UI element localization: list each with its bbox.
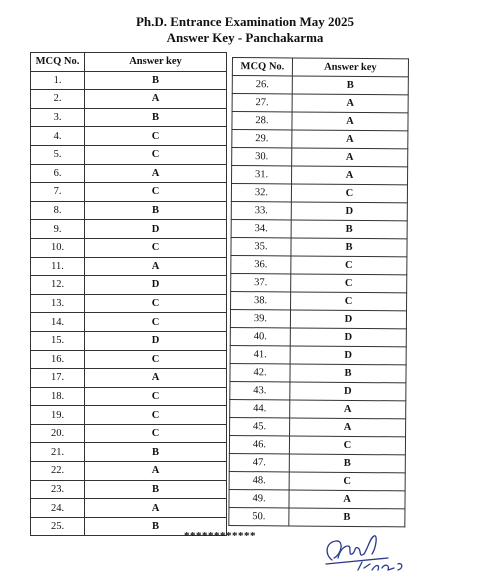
answer-cell: A bbox=[292, 148, 408, 167]
answer-cell: D bbox=[290, 310, 406, 329]
answer-cell: B bbox=[85, 517, 227, 536]
mcq-number: 45. bbox=[230, 417, 290, 435]
answer-cell: B bbox=[291, 238, 407, 257]
mcq-number: 50. bbox=[229, 507, 289, 525]
mcq-number: 3. bbox=[31, 108, 85, 127]
mcq-number: 11. bbox=[31, 257, 85, 276]
table-row bbox=[31, 313, 227, 332]
mcq-number: 33. bbox=[231, 201, 291, 219]
table-row bbox=[232, 148, 408, 167]
mcq-number: 12. bbox=[31, 276, 85, 295]
table-row bbox=[31, 462, 227, 481]
table-row bbox=[232, 76, 408, 95]
table-row bbox=[231, 273, 407, 292]
answer-cell: D bbox=[290, 382, 406, 401]
table-row bbox=[230, 363, 406, 382]
table-row bbox=[31, 257, 227, 276]
table-row bbox=[232, 112, 408, 131]
mcq-number: 47. bbox=[229, 453, 289, 471]
mcq-number: 9. bbox=[31, 220, 85, 239]
mcq-number: 2. bbox=[31, 90, 85, 109]
answer-cell: B bbox=[290, 364, 406, 383]
answer-cell: A bbox=[85, 369, 227, 388]
answer-cell: B bbox=[289, 454, 405, 473]
answer-key-rows-right bbox=[229, 76, 409, 527]
answer-cell: D bbox=[85, 220, 227, 239]
answer-cell: D bbox=[291, 202, 407, 221]
answer-cell: C bbox=[291, 256, 407, 275]
column-header-answer-key: Answer key bbox=[85, 53, 227, 72]
column-header-answer-key: Answer key bbox=[292, 58, 408, 77]
mcq-number: 48. bbox=[229, 471, 289, 489]
answer-cell: B bbox=[85, 201, 227, 220]
table-row bbox=[232, 166, 408, 185]
mcq-number: 14. bbox=[31, 313, 85, 332]
mcq-number: 31. bbox=[232, 166, 292, 184]
table-row bbox=[31, 127, 227, 146]
column-header-mcq-no: MCQ No. bbox=[31, 53, 85, 72]
table-row bbox=[31, 331, 227, 350]
answer-cell: A bbox=[292, 94, 408, 113]
answer-cell: C bbox=[85, 313, 227, 332]
mcq-number: 15. bbox=[31, 331, 85, 350]
mcq-number: 22. bbox=[31, 462, 85, 481]
answer-key-table-left bbox=[30, 52, 227, 536]
mcq-number: 5. bbox=[31, 145, 85, 164]
answer-cell: C bbox=[85, 238, 227, 257]
handwritten-signature bbox=[318, 524, 418, 574]
mcq-number: 36. bbox=[231, 255, 291, 273]
table-row bbox=[232, 130, 408, 149]
table-row bbox=[229, 435, 405, 454]
answer-cell: A bbox=[85, 164, 227, 183]
answer-cell: A bbox=[292, 130, 408, 149]
mcq-number: 32. bbox=[231, 184, 291, 202]
table-row bbox=[31, 350, 227, 369]
mcq-number: 38. bbox=[231, 291, 291, 309]
answer-cell: B bbox=[85, 480, 227, 499]
table-header-row bbox=[31, 53, 227, 72]
answer-cell: C bbox=[289, 472, 405, 491]
mcq-number: 4. bbox=[31, 127, 85, 146]
table-row bbox=[31, 443, 227, 462]
table-row bbox=[31, 71, 227, 90]
answer-cell: C bbox=[85, 424, 227, 443]
table-row bbox=[231, 237, 407, 256]
table-row bbox=[230, 399, 406, 418]
table-row bbox=[230, 345, 406, 364]
answer-cell: C bbox=[85, 406, 227, 425]
table-row bbox=[229, 489, 405, 508]
mcq-number: 21. bbox=[31, 443, 85, 462]
answer-cell: A bbox=[290, 400, 406, 419]
table-row bbox=[31, 238, 227, 257]
answer-cell: A bbox=[289, 490, 405, 509]
mcq-number: 29. bbox=[232, 130, 292, 148]
table-row bbox=[31, 276, 227, 295]
mcq-number: 37. bbox=[231, 273, 291, 291]
answer-cell: C bbox=[289, 436, 405, 455]
table-row bbox=[231, 219, 407, 238]
mcq-number: 39. bbox=[230, 309, 290, 327]
mcq-number: 25. bbox=[31, 517, 85, 536]
mcq-number: 13. bbox=[31, 294, 85, 313]
table-row bbox=[230, 417, 406, 436]
answer-cell: C bbox=[291, 274, 407, 293]
mcq-number: 49. bbox=[229, 489, 289, 507]
answer-cell: D bbox=[85, 331, 227, 350]
table-row bbox=[31, 220, 227, 239]
answer-cell: A bbox=[292, 112, 408, 131]
answer-cell: C bbox=[85, 145, 227, 164]
column-header-mcq-no: MCQ No. bbox=[232, 58, 292, 76]
answer-cell: A bbox=[85, 257, 227, 276]
table-row bbox=[31, 406, 227, 425]
table-header-row bbox=[232, 58, 408, 77]
answer-cell: A bbox=[85, 90, 227, 109]
answer-cell: D bbox=[85, 276, 227, 295]
answer-cell: A bbox=[292, 166, 408, 185]
table-row bbox=[229, 453, 405, 472]
table-row bbox=[231, 291, 407, 310]
table-row bbox=[31, 369, 227, 388]
answer-cell: C bbox=[291, 184, 407, 203]
table-row bbox=[230, 309, 406, 328]
document-subtitle: Answer Key - Panchakarma bbox=[166, 30, 324, 45]
mcq-number: 10. bbox=[31, 238, 85, 257]
mcq-number: 6. bbox=[31, 164, 85, 183]
mcq-number: 27. bbox=[232, 94, 292, 112]
table-row bbox=[31, 294, 227, 313]
table-row bbox=[230, 327, 406, 346]
table-row bbox=[31, 145, 227, 164]
mcq-number: 44. bbox=[230, 399, 290, 417]
mcq-number: 24. bbox=[31, 499, 85, 518]
mcq-number: 40. bbox=[230, 327, 290, 345]
answer-cell: C bbox=[291, 292, 407, 311]
table-row bbox=[31, 387, 227, 406]
mcq-number: 7. bbox=[31, 183, 85, 202]
mcq-number: 16. bbox=[31, 350, 85, 369]
answer-cell: A bbox=[85, 499, 227, 518]
answer-cell: C bbox=[85, 127, 227, 146]
mcq-number: 41. bbox=[230, 345, 290, 363]
document-title: Ph.D. Entrance Examination May 2025 bbox=[135, 14, 355, 29]
answer-cell: D bbox=[290, 328, 406, 347]
table-row bbox=[31, 424, 227, 443]
mcq-number: 34. bbox=[231, 219, 291, 237]
end-separator: ************ bbox=[184, 530, 256, 542]
mcq-number: 1. bbox=[31, 71, 85, 90]
mcq-number: 46. bbox=[229, 435, 289, 453]
mcq-number: 20. bbox=[31, 424, 85, 443]
answer-key-rows-left bbox=[31, 71, 227, 536]
table-row bbox=[229, 471, 405, 490]
mcq-number: 35. bbox=[231, 237, 291, 255]
answer-cell: B bbox=[85, 108, 227, 127]
table-row bbox=[31, 90, 227, 109]
answer-cell: C bbox=[85, 294, 227, 313]
mcq-number: 17. bbox=[31, 369, 85, 388]
table-row bbox=[230, 381, 406, 400]
mcq-number: 28. bbox=[232, 112, 292, 130]
table-row bbox=[31, 183, 227, 202]
answer-cell: B bbox=[85, 443, 227, 462]
table-row bbox=[31, 499, 227, 518]
answer-cell: D bbox=[290, 346, 406, 365]
table-row bbox=[31, 108, 227, 127]
answer-cell: C bbox=[85, 183, 227, 202]
mcq-number: 30. bbox=[232, 148, 292, 166]
mcq-number: 19. bbox=[31, 406, 85, 425]
mcq-number: 8. bbox=[31, 201, 85, 220]
table-row bbox=[231, 255, 407, 274]
mcq-number: 43. bbox=[230, 381, 290, 399]
mcq-number: 42. bbox=[230, 363, 290, 381]
answer-cell: B bbox=[85, 71, 227, 90]
table-row bbox=[31, 164, 227, 183]
mcq-number: 18. bbox=[31, 387, 85, 406]
answer-cell: C bbox=[85, 387, 227, 406]
table-row bbox=[231, 184, 407, 203]
answer-cell: A bbox=[85, 462, 227, 481]
table-row bbox=[232, 94, 408, 113]
answer-cell: B bbox=[292, 76, 408, 95]
table-row bbox=[231, 201, 407, 220]
mcq-number: 23. bbox=[31, 480, 85, 499]
answer-cell: B bbox=[291, 220, 407, 239]
table-row bbox=[31, 201, 227, 220]
answer-cell: C bbox=[85, 350, 227, 369]
mcq-number: 26. bbox=[232, 76, 292, 94]
table-row bbox=[31, 480, 227, 499]
answer-key-table-right bbox=[228, 57, 409, 527]
answer-cell: A bbox=[290, 418, 406, 437]
answer-cell: B bbox=[289, 508, 405, 527]
